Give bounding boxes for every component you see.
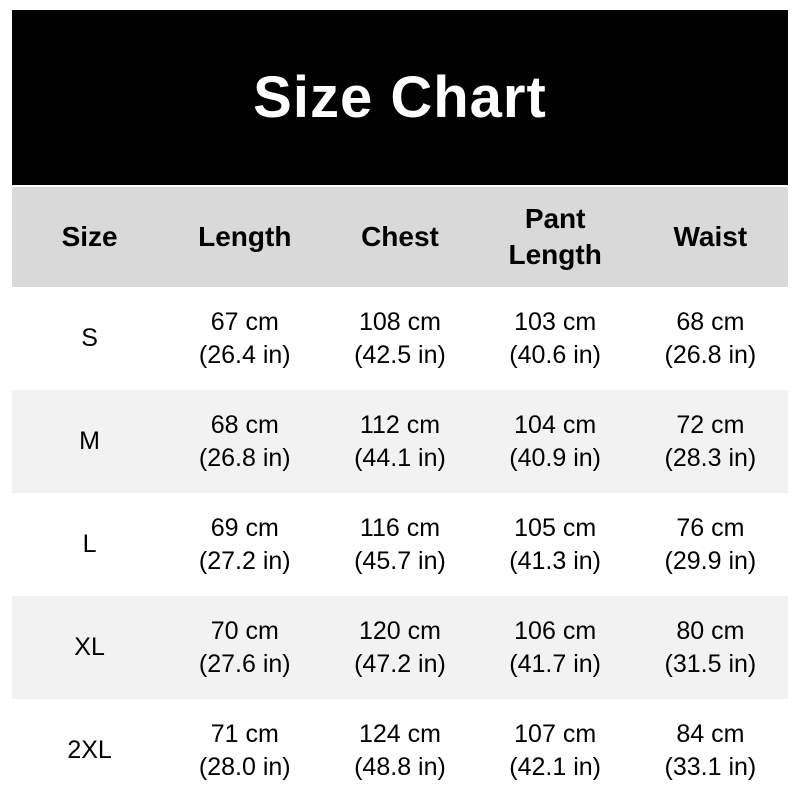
cm-value: 70 cm [210,616,279,645]
in-value: (29.9 in) [664,546,757,575]
waist-cell [633,390,788,493]
cm-value: 116 cm [359,513,441,542]
in-value: (44.1 in) [354,443,446,472]
in-value: (27.6 in) [198,649,291,678]
col-header-length: Length [167,187,322,287]
cm-value: 106 cm [514,616,597,645]
size-label: S [81,324,98,352]
cm-value: 72 cm [676,410,745,439]
in-value: (33.1 in) [664,752,757,781]
size-label: M [79,427,100,455]
in-value: (42.5 in) [354,340,446,369]
length-cell [167,596,322,699]
col-header-waist: Waist [633,187,788,287]
in-value: (26.8 in) [664,340,757,369]
table-row-l [12,493,788,596]
length-cell [167,287,322,390]
waist-cell [633,596,788,699]
chest-cell [322,390,477,493]
pant-length-cell [478,287,633,390]
table-row-m [12,390,788,493]
table-row-2xl [12,699,788,802]
col-header-chest: Chest [322,187,477,287]
in-value: (48.8 in) [354,752,446,781]
cm-value: 120 cm [358,616,441,645]
waist-cell [633,699,788,802]
in-value: (26.8 in) [198,443,291,472]
table-header-row [12,187,788,287]
in-value: (47.2 in) [354,649,446,678]
in-value: (40.9 in) [509,443,602,472]
in-value: (31.5 in) [664,649,757,678]
length-cell [167,699,322,802]
size-table [12,187,788,802]
cm-value: 76 cm [676,513,745,542]
cm-value: 107 cm [514,719,597,748]
in-value: (28.3 in) [664,443,757,472]
waist-cell [633,493,788,596]
pant-length-cell [478,699,633,802]
cm-value: 71 cm [210,719,279,748]
chest-cell [322,287,477,390]
col-header-pant-length: Pant Length [478,187,633,287]
table-row-s [12,287,788,390]
cm-value: 68 cm [210,410,279,439]
cm-value: 80 cm [676,616,745,645]
cm-value: 103 cm [514,307,597,336]
title-banner [12,10,788,185]
size-label: XL [74,633,105,661]
in-value: (26.4 in) [198,340,291,369]
cm-value: 105 cm [514,513,597,542]
cm-value: 124 cm [358,719,441,748]
in-value: (28.0 in) [198,752,291,781]
chest-cell [322,493,477,596]
pant-length-cell [478,493,633,596]
in-value: (41.7 in) [509,649,602,678]
length-cell [167,390,322,493]
col-header-size: Size [12,187,167,287]
pant-length-cell [478,390,633,493]
size-label: 2XL [67,736,112,764]
cm-value: 104 cm [514,410,597,439]
waist-cell [633,287,788,390]
page-title: Size Chart [253,65,547,130]
chest-cell [322,596,477,699]
in-value: (40.6 in) [509,340,602,369]
cm-value: 84 cm [676,719,745,748]
in-value: (41.3 in) [509,546,602,575]
in-value: (42.1 in) [509,752,602,781]
cm-value: 69 cm [210,513,279,542]
in-value: (27.2 in) [198,546,291,575]
cm-value: 112 cm [359,410,441,439]
table-row-xl [12,596,788,699]
cm-value: 108 cm [358,307,441,336]
chest-cell [322,699,477,802]
cm-value: 67 cm [210,307,279,336]
pant-length-cell [478,596,633,699]
length-cell [167,493,322,596]
size-label: L [82,530,97,558]
in-value: (45.7 in) [354,546,446,575]
cm-value: 68 cm [676,307,745,336]
